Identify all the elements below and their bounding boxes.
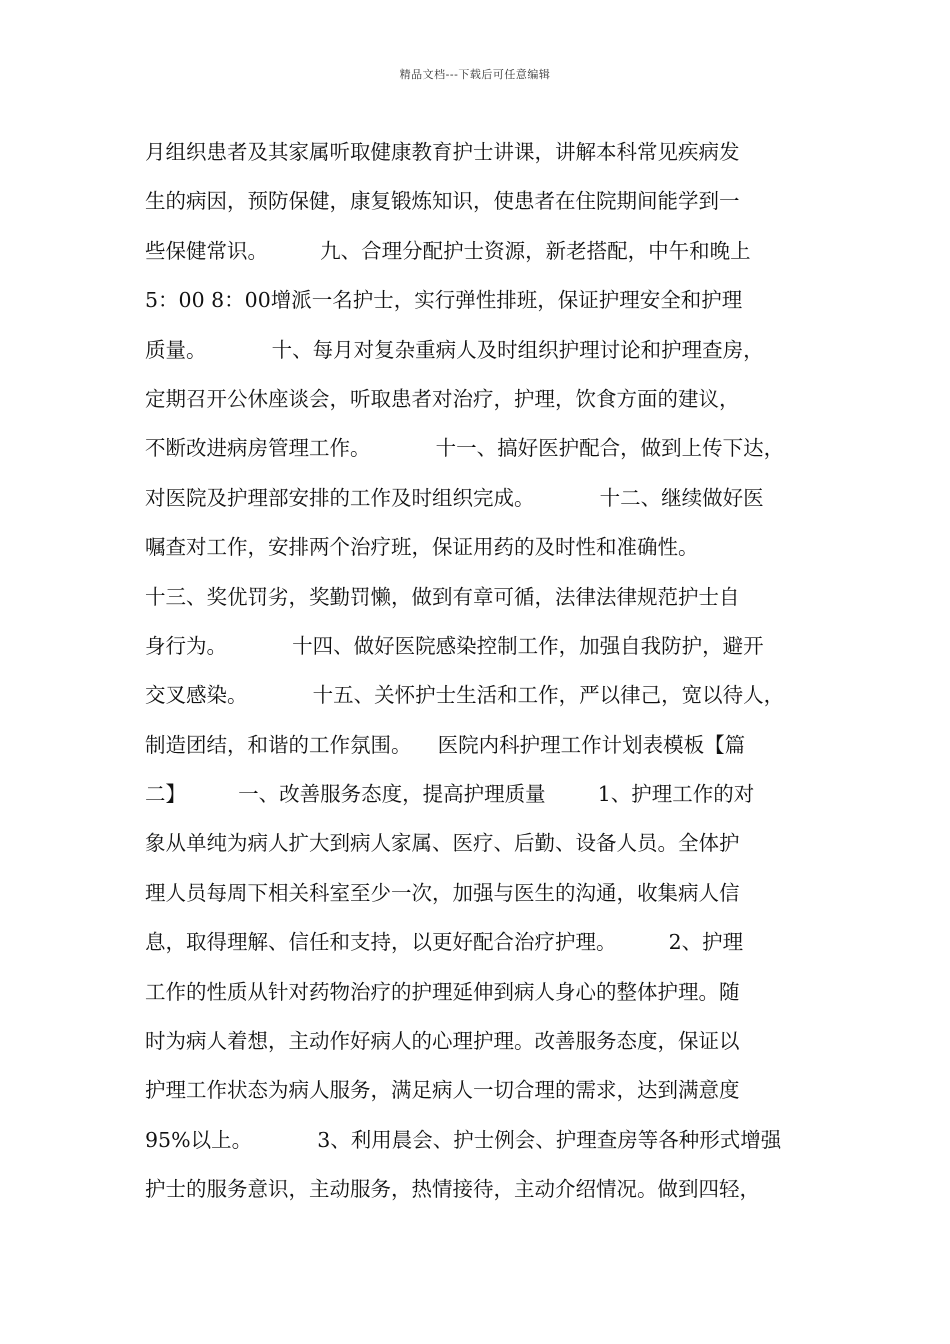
text-line: 象从单纯为病人扩大到病人家属、医疗、后勤、设备人员。全体护 [145, 831, 740, 856]
page-header: 精品文档---下载后可任意编辑 [399, 68, 551, 81]
text-line: 交叉感染。 十五、关怀护士生活和工作，严以律己，宽以待人， [145, 683, 785, 708]
text-line: 护理工作状态为病人服务，满足病人一切合理的需求，达到满意度 [145, 1078, 740, 1103]
text-line: 对医院及护理部安排的工作及时组织完成。 十二、继续做好医 [145, 485, 764, 510]
text-line: 理人员每周下相关科室至少一次，加强与医生的沟通，收集病人信 [145, 880, 740, 905]
text-line: 二】 一、改善服务态度，提高护理质量 1、护理工作的对 [145, 782, 755, 807]
text-line: 息，取得理解、信任和支持，以更好配合治疗护理。 2、护理 [145, 930, 744, 955]
text-line: 不断改进病房管理工作。 十一、搞好医护配合，做到上传下达， [145, 436, 785, 461]
text-line: 工作的性质从针对药物治疗的护理延伸到病人身心的整体护理。随 [145, 979, 740, 1004]
text-line: 身行为。 十四、做好医院感染控制工作，加强自我防护，避开 [145, 633, 764, 658]
text-line: 定期召开公休座谈会，听取患者对治疗，护理，饮食方面的建议， [145, 386, 740, 411]
text-line: 嘱查对工作，安排两个治疗班，保证用药的及时性和准确性。 [145, 535, 699, 560]
document-body [145, 128, 835, 1215]
text-line: 十三、奖优罚劣，奖勤罚懒，做到有章可循，法律法律规范护士自 [145, 584, 740, 609]
text-line: 5：00 8：00增派一名护士，实行弹性排班，保证护理安全和护理 [145, 288, 743, 313]
text-line: 护士的服务意识，主动服务，热情接待，主动介绍情况。做到四轻， [145, 1177, 760, 1202]
text-line: 质量。 十、每月对复杂重病人及时组织护理讨论和护理查房， [145, 337, 764, 362]
text-line: 生的病因，预防保健，康复锻炼知识，使患者在住院期间能学到一 [145, 189, 740, 214]
text-line: 95%以上。 3、利用晨会、护士例会、护理查房等各种形式增强 [145, 1127, 782, 1152]
text-line: 些保健常识。 九、合理分配护士资源，新老搭配，中午和晚上 [145, 238, 751, 263]
text-line: 制造团结，和谐的工作氛围。 医院内科护理工作计划表模板【篇 [145, 732, 746, 757]
text-line: 时为病人着想，主动作好病人的心理护理。改善服务态度，保证以 [145, 1029, 740, 1054]
text-line: 月组织患者及其家属听取健康教育护士讲课，讲解本科常见疾病发 [145, 140, 740, 164]
